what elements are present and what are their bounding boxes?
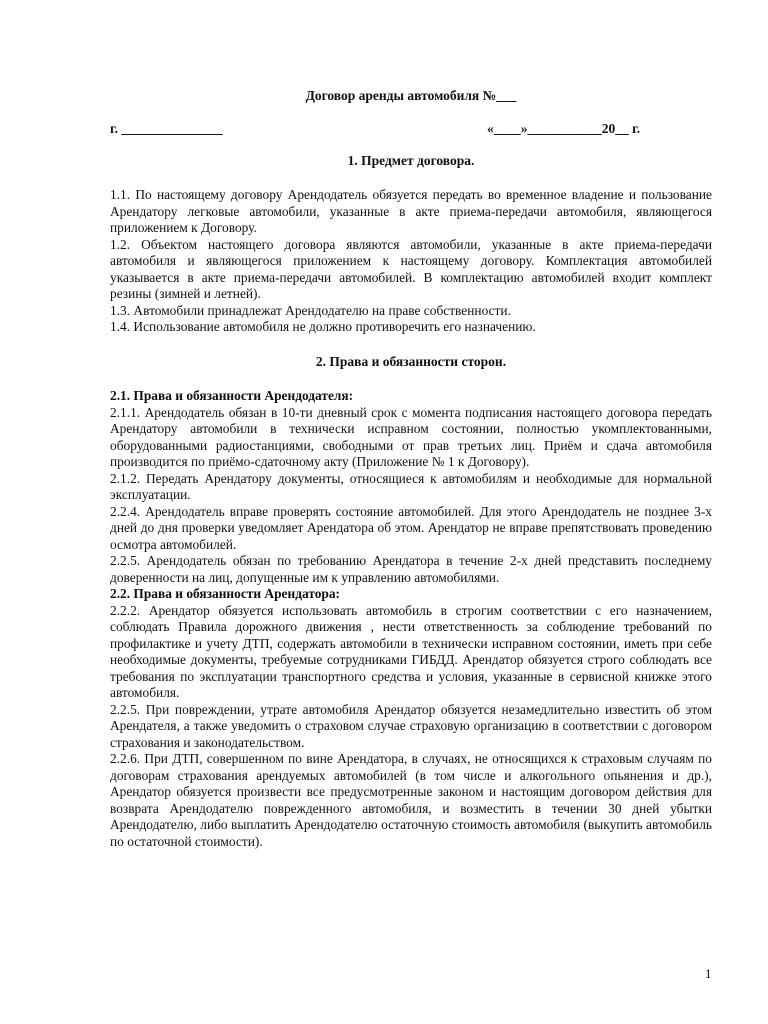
section-2-heading: 2. Права и обязанности сторон. [315, 354, 507, 369]
paragraph-2-2-6: 2.2.6. При ДТП, совершенном по вине Арендатора, в случаях, не относящихся к страховым случаям по договорам страхования арендуемых автомобилей (в том числе и алкогольного опьянения и др.), Арендатор обязуется произвести все предусмотренные законом и настоящим договором действия для возврата Арендодателю поврежденного автомобиля, и возместить в течении 30 дней убытки Арендодателю, либо выплатить Арендодателю остаточную стоимость автомобиля (выкупить автомобиль по остаточной стоимости). [110, 751, 712, 849]
city-line: г. _______________ [110, 121, 223, 136]
page-number: 1 [705, 966, 712, 981]
paragraph-2-1-2: 2.1.2. Передать Арендатору документы, относящиеся к автомобилям и необходимые для нормальной эксплуатации. [110, 470, 712, 502]
paragraph-2-2-5-b: 2.2.5. При повреждении, утрате автомобиля Арендатор обязуется незамедлительно известить об этом Арендателя, а также уведомить о страховом случае страховую организацию в соответствии с договором страхования и законодательством. [110, 701, 712, 750]
paragraph-1-1: 1.1. По настоящему договору Арендодатель обязуется передать во временное владение и пользование Арендатору легковые автомобили, указанные в акте приема-передачи автомобиля, являющегося приложением к Договору. [110, 187, 712, 235]
paragraph-2-2-4: 2.2.4. Арендодатель вправе проверять состояние автомобилей. Для этого Арендодатель не позднее 3-х дней до дня проверки уведомляет Арендатора об этом. Арендатор не вправе препятствовать проведению осмотра автомобилей. [110, 503, 712, 552]
document-title: Договор аренды автомобиля №___ [305, 88, 517, 103]
paragraph-1-4: 1.4. Использование автомобиля не должно противоречить его назначению. [110, 319, 536, 334]
section-1-heading: 1. Предмет договора. [347, 153, 475, 168]
paragraph-2-2-5-a: 2.2.5. Арендодатель обязан по требованию Арендатора в течение 2-х дней представить последнему доверенности на лиц, допущенные им к управлению автомобилями. [110, 553, 712, 585]
paragraph-2-2-2: 2.2.2. Арендатор обязуется использовать автомобиль в строгим соответствии с его назначением, соблюдать Правила дорожного движения , нести ответственность за соблюдение требований по профилактике и учету ДТП, содержать автомобили в технически исправном состоянии, иметь при себе необходимые документы, требуемые сотрудниками ГИБДД. Арендатор обязуется строго соблюдать все требования по эксплуатации транспортного средства и условия, указанные в сервисной книжке этого автомобиля. [110, 602, 712, 700]
date-line: «____»___________20__ г. [487, 121, 641, 136]
paragraph-1-2: 1.2. Объектом настоящего договора являются автомобили, указанные в акте приема-передачи автомобиля и являющегося приложением к настоящему договору. Комплектация автомобилей указывается в акте приема-передачи автомобилей. В комплектацию автомобилей входит комплект резины (зимней и летней). [110, 236, 712, 301]
section-1-body [110, 187, 712, 336]
subsection-2-2-heading: 2.2. Права и обязанности Арендатора: [110, 586, 341, 601]
subsection-2-1-heading: 2.1. Права и обязанности Арендодателя: [110, 388, 354, 403]
paragraph-1-3: 1.3. Автомобили принадлежат Арендодателю на праве собственности. [110, 302, 511, 318]
paragraph-2-1-1: 2.1.1. Арендодатель обязан в 10-ти дневный срок с момента подписания настоящего договора передать Арендатору автомобили в технически исправном состоянии, полностью укомплектованными, оборудованными радиостанциями, свободными от прав третьих лиц. Приём и сдача автомобиля производится по приёмо-сдаточному акту (Приложение № 1 к Договору). [110, 404, 712, 469]
section-2-body [110, 388, 712, 850]
